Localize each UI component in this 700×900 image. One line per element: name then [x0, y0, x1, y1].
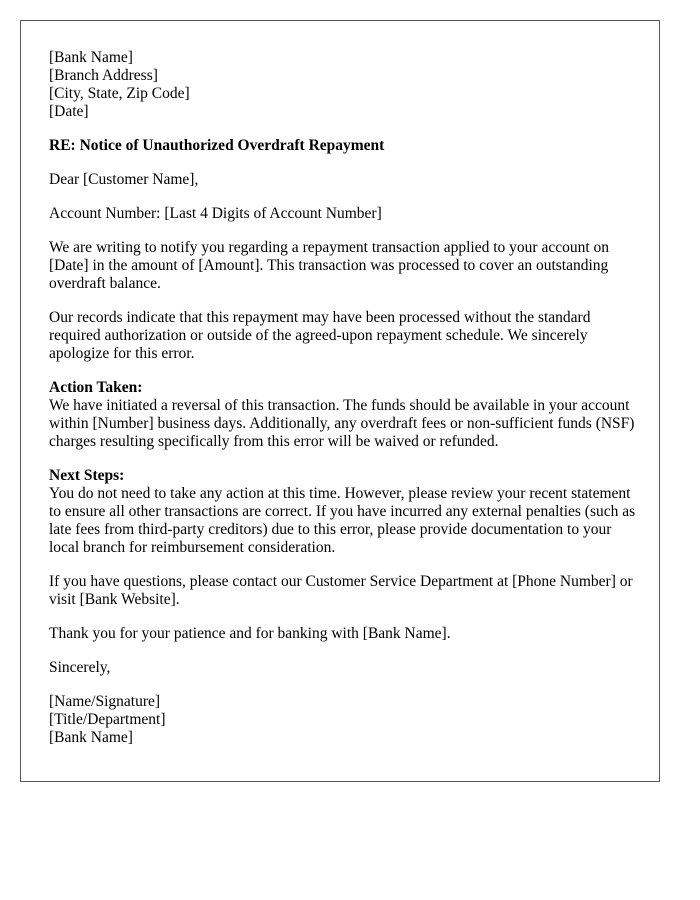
contact-paragraph: If you have questions, please contact our Customer Service Department at [Phone Number] or visit [Bank Website]. — [49, 573, 633, 608]
action-taken-heading: Action Taken: — [49, 379, 143, 396]
letter-body — [49, 49, 639, 763]
closing: Sincerely, — [49, 659, 111, 676]
paragraph-notification: We are writing to notify you regarding a repayment transaction applied to your account on [Date] in the amount of [Amount]. This transaction was processed to cover an outstanding overdraft balance. — [49, 239, 610, 292]
letter-date: [Date] — [49, 103, 89, 120]
account-number: Account Number: [Last 4 Digits of Account Number] — [49, 205, 382, 222]
paragraph-apology: Our records indicate that this repayment may have been processed without the standard required authorization or outside of the agreed-upon repayment schedule. We sincerely apologize for this error. — [49, 309, 591, 362]
action-taken-section — [49, 379, 639, 451]
next-steps-text: You do not need to take any action at this time. However, please review your recent statement to ensure all other transactions are correct. If you have incurred any external penalties (such as late fees from third-party creditors) due to this error, please provide documentation to your local branch for reimbursement consideration. — [49, 485, 636, 556]
thanks-paragraph: Thank you for your patience and for banking with [Bank Name]. — [49, 625, 451, 642]
next-steps-section — [49, 467, 639, 557]
signature-name: [Name/Signature] — [49, 693, 161, 710]
next-steps-heading: Next Steps: — [49, 467, 125, 484]
branch-address: [Branch Address] — [49, 67, 158, 84]
subject-line: RE: Notice of Unauthorized Overdraft Repayment — [49, 137, 385, 154]
action-taken-text: We have initiated a reversal of this transaction. The funds should be available in your account within [Number] business days. Additionally, any overdraft fees or non-sufficient funds (NSF) charges resulting specifically from this error will be waived or refunded. — [49, 397, 635, 450]
salutation: Dear [Customer Name], — [49, 171, 199, 188]
signature-title: [Title/Department] — [49, 711, 166, 728]
letter-page — [20, 20, 660, 782]
bank-name: [Bank Name] — [49, 49, 133, 66]
signature-block — [49, 693, 639, 747]
city-state-zip: [City, State, Zip Code] — [49, 85, 190, 102]
signature-bank: [Bank Name] — [49, 729, 133, 746]
sender-address-block — [49, 49, 639, 121]
